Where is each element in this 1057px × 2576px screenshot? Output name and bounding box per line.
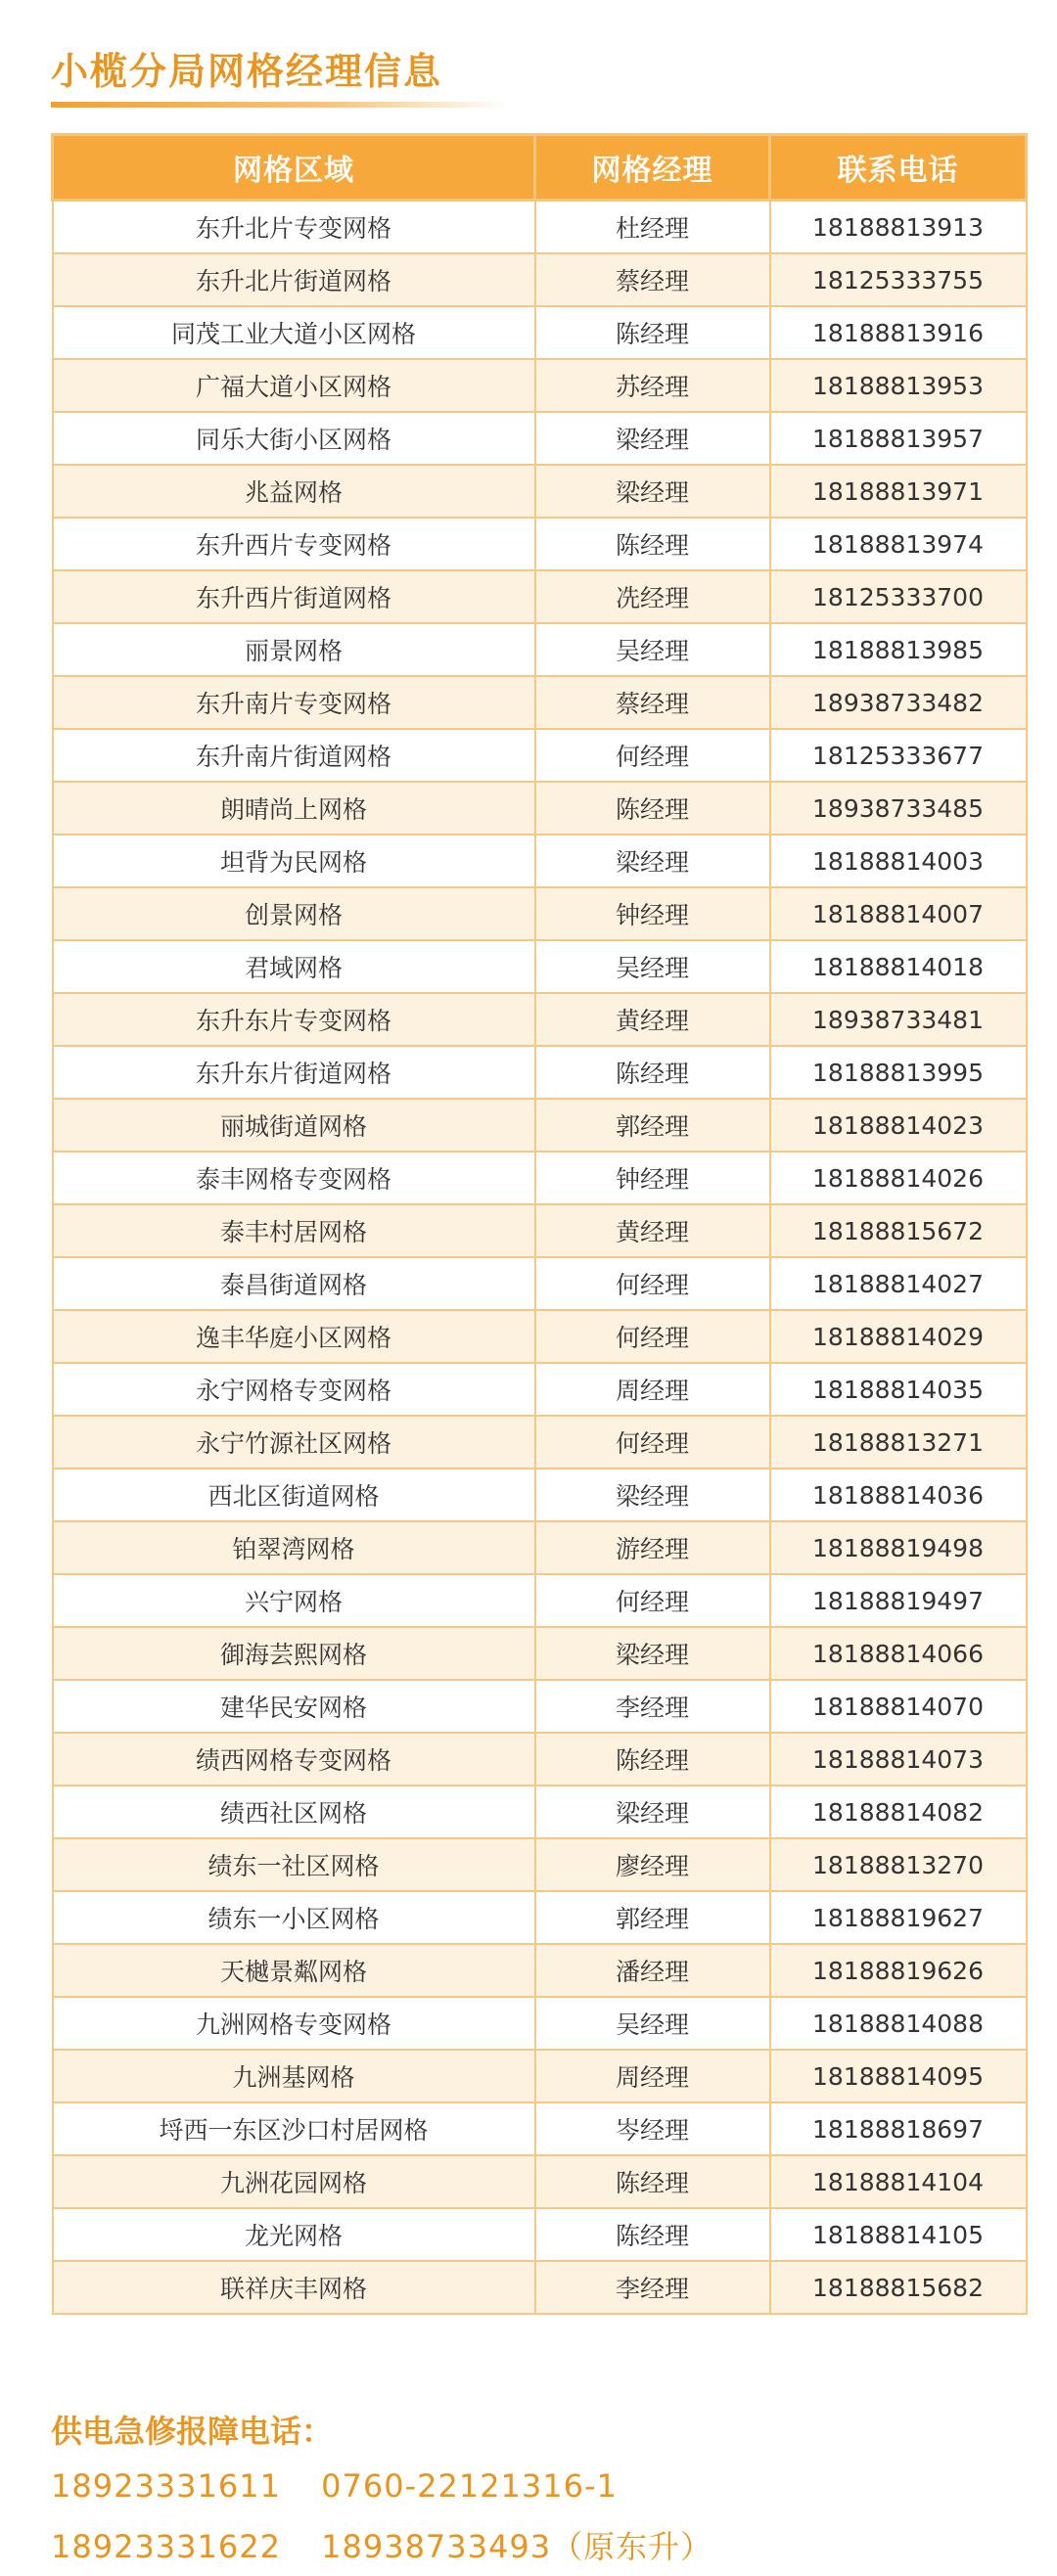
- table-row: [53, 1838, 1027, 1891]
- cell-phone: 18188814018: [770, 940, 1027, 993]
- table-row: [53, 359, 1027, 412]
- cell-area: 东升北片专变网格: [53, 201, 535, 254]
- cell-phone: 18188819498: [770, 1521, 1027, 1574]
- table-row: [53, 2050, 1027, 2102]
- cell-manager: 何经理: [535, 1310, 770, 1363]
- cell-manager: 梁经理: [535, 1627, 770, 1680]
- cell-manager: 何经理: [535, 1574, 770, 1627]
- cell-phone: 18188813971: [770, 465, 1027, 518]
- cell-manager: 梁经理: [535, 1785, 770, 1838]
- table-row: [53, 1204, 1027, 1257]
- cell-manager: 郭经理: [535, 1891, 770, 1944]
- cell-phone: 18188814029: [770, 1310, 1027, 1363]
- table-row: [53, 1046, 1027, 1099]
- table-header-row: [53, 135, 1027, 201]
- cell-area: 东升南片街道网格: [53, 729, 535, 782]
- cell-area: 埒西一东区沙口村居网格: [53, 2102, 535, 2155]
- hotline-phone: 18923331611: [51, 2467, 281, 2505]
- cell-area: 同茂工业大道小区网格: [53, 306, 535, 359]
- cell-manager: 梁经理: [535, 465, 770, 518]
- cell-manager: 梁经理: [535, 835, 770, 887]
- cell-phone: 18938733481: [770, 993, 1027, 1046]
- table-row: [53, 1152, 1027, 1204]
- cell-manager: 钟经理: [535, 887, 770, 940]
- cell-manager: 游经理: [535, 1521, 770, 1574]
- cell-manager: 蔡经理: [535, 253, 770, 306]
- cell-phone: 18188814023: [770, 1099, 1027, 1152]
- table-row: [53, 1944, 1027, 1997]
- cell-phone: 18188818697: [770, 2102, 1027, 2155]
- table-row: [53, 1574, 1027, 1627]
- cell-phone: 18188814082: [770, 1785, 1027, 1838]
- hotline-label: 供电急修报障电话：: [51, 2413, 334, 2450]
- table-row: [53, 1891, 1027, 1944]
- cell-area: 永宁网格专变网格: [53, 1363, 535, 1416]
- table-row: [53, 2155, 1027, 2208]
- cell-phone: 18188814035: [770, 1363, 1027, 1416]
- cell-phone: 18188819497: [770, 1574, 1027, 1627]
- hotline-phone: 18923331622: [51, 2528, 281, 2565]
- table-row: [53, 623, 1027, 676]
- table-row: [53, 1257, 1027, 1310]
- grid-manager-table: [51, 133, 1028, 2315]
- cell-phone: 18125333677: [770, 729, 1027, 782]
- cell-manager: 陈经理: [535, 518, 770, 570]
- table-row: [53, 1997, 1027, 2050]
- cell-area: 绩东一小区网格: [53, 1891, 535, 1944]
- cell-manager: 苏经理: [535, 359, 770, 412]
- cell-manager: 黄经理: [535, 1204, 770, 1257]
- table-row: [53, 782, 1027, 835]
- cell-area: 东升西片专变网格: [53, 518, 535, 570]
- cell-manager: 冼经理: [535, 570, 770, 623]
- cell-manager: 何经理: [535, 729, 770, 782]
- cell-area: 绩西社区网格: [53, 1785, 535, 1838]
- cell-phone: 18188813913: [770, 201, 1027, 254]
- cell-area: 逸丰华庭小区网格: [53, 1310, 535, 1363]
- cell-phone: 18188814088: [770, 1997, 1027, 2050]
- cell-area: 君域网格: [53, 940, 535, 993]
- table-row: [53, 1310, 1027, 1363]
- cell-area: 泰昌街道网格: [53, 1257, 535, 1310]
- cell-area: 御海芸熙网格: [53, 1627, 535, 1680]
- cell-manager: 黄经理: [535, 993, 770, 1046]
- cell-area: 丽景网格: [53, 623, 535, 676]
- cell-area: 西北区街道网格: [53, 1469, 535, 1521]
- cell-area: 东升南片专变网格: [53, 676, 535, 729]
- table-row: [53, 729, 1027, 782]
- cell-area: 东升东片专变网格: [53, 993, 535, 1046]
- table-row: [53, 835, 1027, 887]
- table-row: [53, 465, 1027, 518]
- cell-phone: 18125333755: [770, 253, 1027, 306]
- cell-phone: 18188815682: [770, 2261, 1027, 2314]
- table-body: [53, 201, 1027, 2315]
- cell-phone: 18188813271: [770, 1416, 1027, 1469]
- cell-area: 同乐大街小区网格: [53, 412, 535, 465]
- cell-area: 东升西片街道网格: [53, 570, 535, 623]
- cell-area: 永宁竹源社区网格: [53, 1416, 535, 1469]
- cell-manager: 何经理: [535, 1257, 770, 1310]
- cell-phone: 18125333700: [770, 570, 1027, 623]
- cell-manager: 岑经理: [535, 2102, 770, 2155]
- cell-manager: 陈经理: [535, 306, 770, 359]
- cell-phone: 18188814095: [770, 2050, 1027, 2102]
- cell-manager: 陈经理: [535, 2155, 770, 2208]
- cell-area: 绩西网格专变网格: [53, 1733, 535, 1785]
- cell-phone: 18188814007: [770, 887, 1027, 940]
- cell-manager: 廖经理: [535, 1838, 770, 1891]
- cell-area: 东升东片街道网格: [53, 1046, 535, 1099]
- cell-manager: 梁经理: [535, 1469, 770, 1521]
- table-row: [53, 1099, 1027, 1152]
- cell-area: 泰丰网格专变网格: [53, 1152, 535, 1204]
- table-row: [53, 676, 1027, 729]
- cell-manager: 郭经理: [535, 1099, 770, 1152]
- cell-manager: 钟经理: [535, 1152, 770, 1204]
- cell-manager: 潘经理: [535, 1944, 770, 1997]
- cell-phone: 18188814104: [770, 2155, 1027, 2208]
- cell-area: 东升北片街道网格: [53, 253, 535, 306]
- cell-area: 绩东一社区网格: [53, 1838, 535, 1891]
- cell-area: 兆益网格: [53, 465, 535, 518]
- cell-manager: 梁经理: [535, 412, 770, 465]
- cell-phone: 18188813995: [770, 1046, 1027, 1099]
- cell-manager: 周经理: [535, 2050, 770, 2102]
- table-row: [53, 412, 1027, 465]
- table-row: [53, 1785, 1027, 1838]
- cell-phone: 18938733485: [770, 782, 1027, 835]
- table-row: [53, 887, 1027, 940]
- cell-area: 朗晴尚上网格: [53, 782, 535, 835]
- header-phone: 联系电话: [770, 135, 1027, 201]
- cell-area: 兴宁网格: [53, 1574, 535, 1627]
- cell-area: 丽城街道网格: [53, 1099, 535, 1152]
- cell-area: 九洲网格专变网格: [53, 1997, 535, 2050]
- cell-phone: 18188814036: [770, 1469, 1027, 1521]
- page-title: 小榄分局网格经理信息: [51, 50, 443, 93]
- cell-phone: 18188814073: [770, 1733, 1027, 1785]
- header-manager: 网格经理: [535, 135, 770, 201]
- cell-phone: 18188814105: [770, 2208, 1027, 2261]
- title-underline: [51, 102, 511, 108]
- hotline-row-2: [51, 2522, 742, 2567]
- table-row: [53, 570, 1027, 623]
- table-row: [53, 2261, 1027, 2314]
- cell-manager: 李经理: [535, 1680, 770, 1733]
- cell-area: 龙光网格: [53, 2208, 535, 2261]
- table-row: [53, 253, 1027, 306]
- table-row: [53, 940, 1027, 993]
- table-row: [53, 993, 1027, 1046]
- cell-manager: 周经理: [535, 1363, 770, 1416]
- cell-phone: 18188813953: [770, 359, 1027, 412]
- table-row: [53, 518, 1027, 570]
- cell-phone: 18188814003: [770, 835, 1027, 887]
- hotline-phone: 0760-22121316-1: [321, 2467, 618, 2505]
- cell-manager: 陈经理: [535, 782, 770, 835]
- cell-manager: 陈经理: [535, 2208, 770, 2261]
- cell-area: 天樾景粼网格: [53, 1944, 535, 1997]
- table-row: [53, 1627, 1027, 1680]
- cell-area: 九洲基网格: [53, 2050, 535, 2102]
- cell-phone: 18188819627: [770, 1891, 1027, 1944]
- cell-phone: 18188813985: [770, 623, 1027, 676]
- header-area: 网格区域: [53, 135, 535, 201]
- cell-phone: 18188813974: [770, 518, 1027, 570]
- cell-manager: 李经理: [535, 2261, 770, 2314]
- cell-area: 建华民安网格: [53, 1680, 535, 1733]
- cell-phone: 18188814070: [770, 1680, 1027, 1733]
- cell-phone: 18188815672: [770, 1204, 1027, 1257]
- cell-phone: 18188813270: [770, 1838, 1027, 1891]
- cell-manager: 陈经理: [535, 1733, 770, 1785]
- cell-phone: 18188813957: [770, 412, 1027, 465]
- cell-phone: 18188813916: [770, 306, 1027, 359]
- hotline-phone: 18938733493（原东升）: [321, 2528, 713, 2565]
- cell-manager: 蔡经理: [535, 676, 770, 729]
- table-row: [53, 2208, 1027, 2261]
- cell-area: 联祥庆丰网格: [53, 2261, 535, 2314]
- table-row: [53, 1680, 1027, 1733]
- hotline-row-1: [51, 2467, 647, 2505]
- cell-phone: 18188814026: [770, 1152, 1027, 1204]
- cell-area: 铂翠湾网格: [53, 1521, 535, 1574]
- table-row: [53, 201, 1027, 254]
- cell-phone: 18188814027: [770, 1257, 1027, 1310]
- cell-manager: 杜经理: [535, 201, 770, 254]
- table-row: [53, 1521, 1027, 1574]
- table-row: [53, 1733, 1027, 1785]
- table-row: [53, 1416, 1027, 1469]
- cell-manager: 吴经理: [535, 623, 770, 676]
- cell-area: 泰丰村居网格: [53, 1204, 535, 1257]
- cell-manager: 吴经理: [535, 940, 770, 993]
- cell-manager: 吴经理: [535, 1997, 770, 2050]
- cell-phone: 18188814066: [770, 1627, 1027, 1680]
- cell-area: 九洲花园网格: [53, 2155, 535, 2208]
- table-row: [53, 1469, 1027, 1521]
- cell-area: 创景网格: [53, 887, 535, 940]
- cell-manager: 何经理: [535, 1416, 770, 1469]
- cell-area: 广福大道小区网格: [53, 359, 535, 412]
- table-row: [53, 306, 1027, 359]
- cell-area: 坦背为民网格: [53, 835, 535, 887]
- table-row: [53, 2102, 1027, 2155]
- cell-manager: 陈经理: [535, 1046, 770, 1099]
- cell-phone: 18188819626: [770, 1944, 1027, 1997]
- cell-phone: 18938733482: [770, 676, 1027, 729]
- table-row: [53, 1363, 1027, 1416]
